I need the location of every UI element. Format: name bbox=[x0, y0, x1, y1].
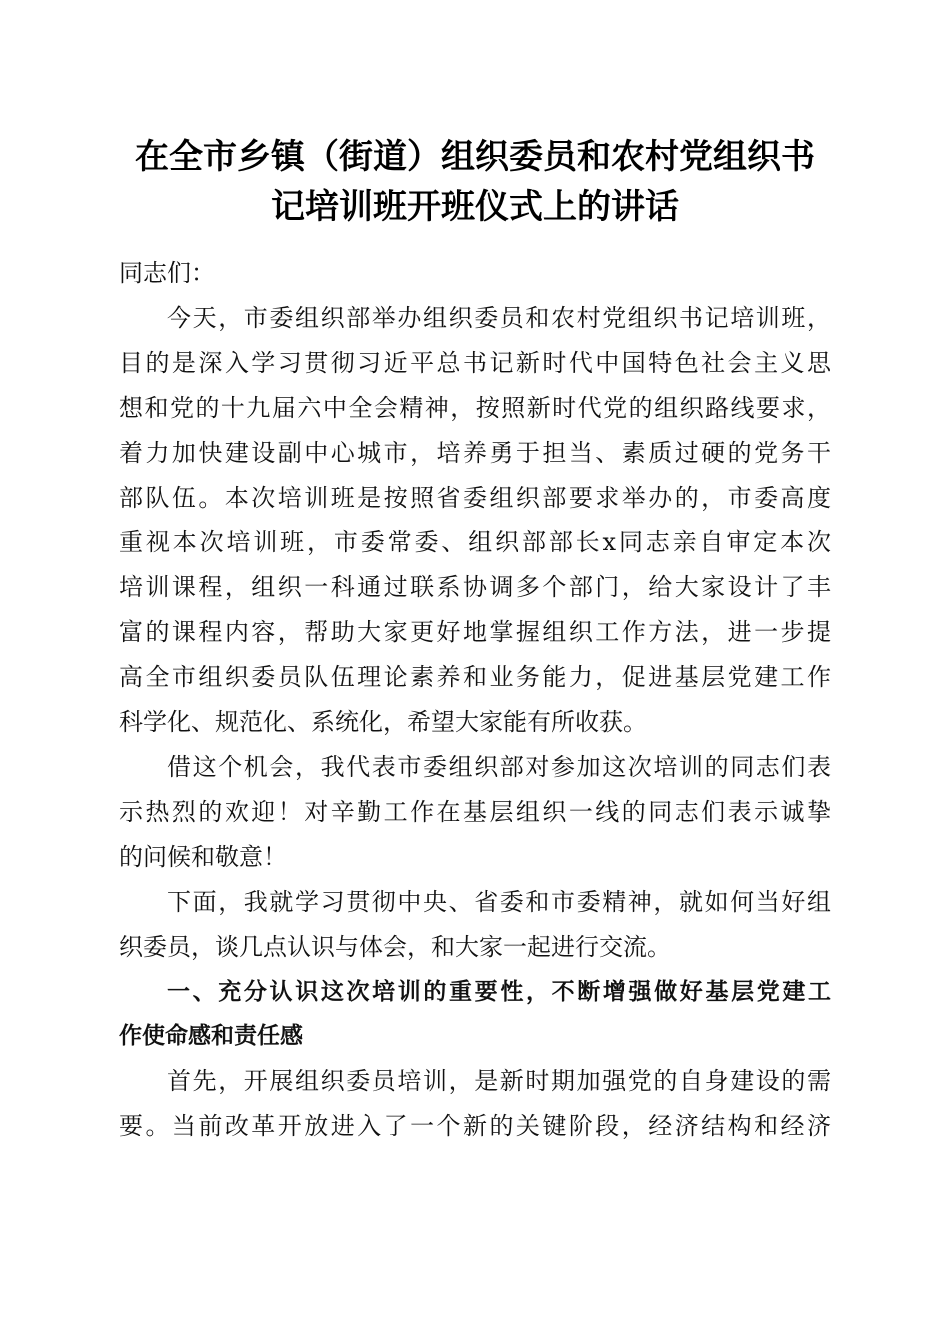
paragraph-2 bbox=[119, 745, 831, 880]
paragraph-1-line: 想和党的十九届六中全会精神，按照新时代党的组织路线要求， bbox=[119, 393, 831, 422]
title-line-1: 在全市乡镇（街道）组织委员和农村党组织书 bbox=[135, 137, 815, 177]
paragraph-1-line: 科学化、规范化、系统化，希望大家能有所收获。 bbox=[119, 708, 647, 737]
paragraph-1-line: 目的是深入学习贯彻习近平总书记新时代中国特色社会主义思 bbox=[119, 348, 831, 377]
paragraph-1-line: 着力加快建设副中心城市，培养勇于担当、素质过硬的党务干 bbox=[119, 438, 831, 467]
paragraph-1-line: 今天，市委组织部举办组织委员和农村党组织书记培训班， bbox=[167, 303, 831, 332]
document-title bbox=[100, 132, 850, 232]
paragraph-3-line: 织委员，谈几点认识与体会，和大家一起进行交流。 bbox=[119, 932, 671, 961]
paragraph-1-line: 重视本次培训班，市委常委、组织部部长x同志亲自审定本次 bbox=[119, 528, 831, 557]
paragraph-4-line: 要。当前改革开放进入了一个新的关键阶段，经济结构和经济 bbox=[119, 1112, 831, 1141]
salutation-text: 同志们： bbox=[119, 259, 215, 287]
paragraph-1-line: 富的课程内容，帮助大家更好地掌握组织工作方法，进一步提 bbox=[119, 618, 831, 647]
section-heading-1 bbox=[119, 970, 831, 1060]
section-heading-1-line: 一、充分认识这次培训的重要性，不断增强做好基层党建工 bbox=[167, 978, 831, 1005]
paragraph-4-line: 首先，开展组织委员培训，是新时期加强党的自身建设的需 bbox=[167, 1067, 831, 1096]
paragraph-2-line: 的问候和敬意！ bbox=[119, 842, 287, 871]
document-body bbox=[119, 251, 831, 1149]
paragraph-3-line: 下面，我就学习贯彻中央、省委和市委精神，就如何当好组 bbox=[167, 887, 831, 916]
paragraph-1-line: 培训课程，组织一科通过联系协调多个部门，给大家设计了丰 bbox=[119, 573, 831, 602]
paragraph-2-line: 借这个机会，我代表市委组织部对参加这次培训的同志们表 bbox=[167, 752, 831, 781]
paragraph-2-line: 示热烈的欢迎！对辛勤工作在基层组织一线的同志们表示诚挚 bbox=[119, 797, 831, 826]
paragraph-3 bbox=[119, 880, 831, 970]
paragraph-1 bbox=[119, 296, 831, 745]
title-line-2: 记培训班开班仪式上的讲话 bbox=[271, 187, 679, 227]
paragraph-4 bbox=[119, 1059, 831, 1149]
salutation bbox=[119, 251, 831, 296]
paragraph-1-line: 部队伍。本次培训班是按照省委组织部要求举办的，市委高度 bbox=[119, 483, 831, 512]
section-heading-1-line: 作使命感和责任感 bbox=[119, 1023, 303, 1050]
paragraph-1-line: 高全市组织委员队伍理论素养和业务能力，促进基层党建工作 bbox=[119, 663, 831, 692]
